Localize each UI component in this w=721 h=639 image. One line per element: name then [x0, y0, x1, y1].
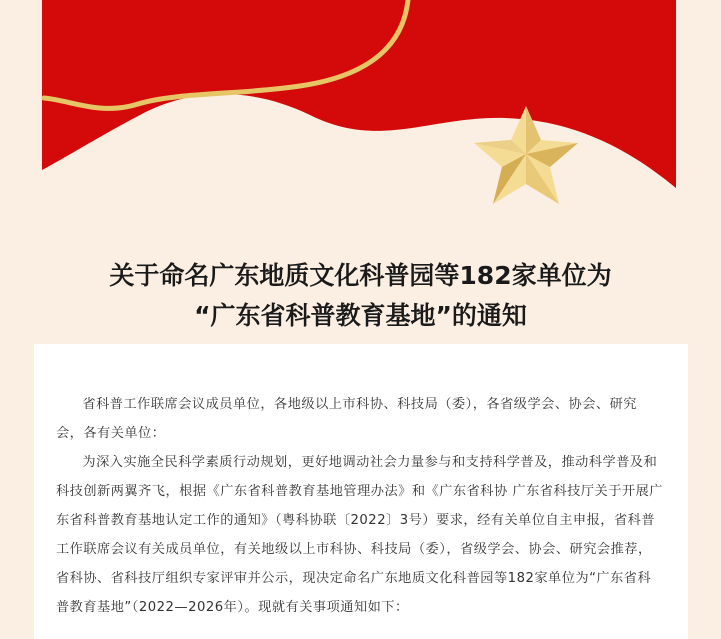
page-title-line1: 关于命名广东地质文化科普园等182家单位为 [109, 261, 612, 290]
page-title-line2: “广东省科普教育基地”的通知 [194, 301, 527, 330]
red-wave-shape [42, 0, 676, 188]
document-body [56, 390, 664, 622]
body-paragraph: 为深入实施全民科学素质行动规划，更好地调动社会力量参与和支持科学普及，推动科学普及和科技创新两翼齐飞，根据《广东省科普教育基地管理办法》和《广东省科协 广东省科技厅关于开展广东省科普教育基地认定工作的通知》（粤科协联〔2022〕3号）要求，经有关单位自主申报，省科普工作联席会议有关成员单位，有关地级以上市科协、科技局（委），省级学会、协会、研究会推荐，省科协、省科技厅组织专家评审并公示，现决定命名广东地质文化科普园等182家单位为“广东省科普教育基地”（2022—2026年）。现就有关事项通知如下： [56, 455, 663, 615]
salutation-paragraph: 省科普工作联席会议成员单位，各地级以上市科协、科技局（委），各省级学会、协会、研究会，各有关单位： [56, 397, 637, 441]
header-banner [0, 0, 721, 230]
